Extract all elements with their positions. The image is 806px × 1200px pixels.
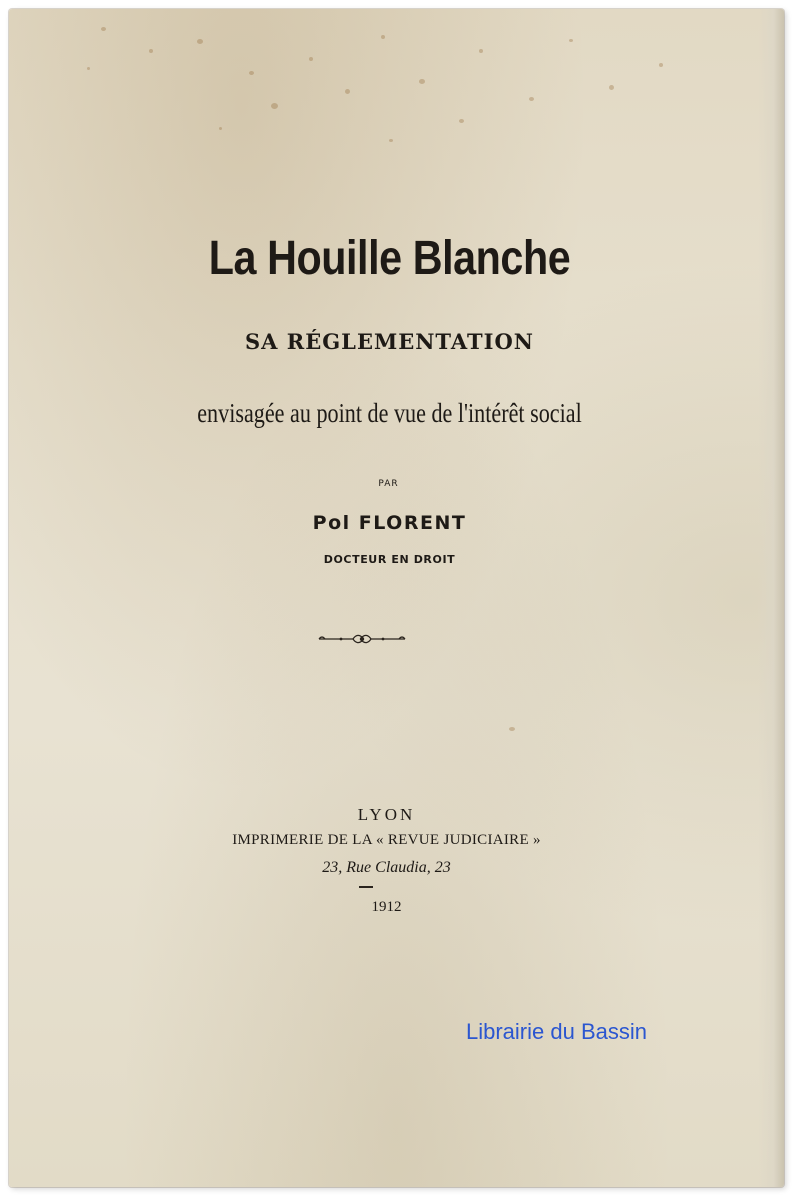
publisher-address: 23, Rue Claudia, 23: [322, 859, 451, 876]
ornament-flourish-icon: [317, 629, 407, 649]
by-label: PAR: [378, 479, 399, 489]
book-title: La Houille Blanche: [208, 232, 571, 285]
book-cover: [9, 9, 784, 1187]
author-name: Pol FLORENT: [312, 512, 467, 534]
book-subtitle: SA RÉGLEMENTATION: [245, 329, 534, 354]
divider: [359, 886, 373, 888]
page-edge-shading: [758, 9, 784, 1187]
author-credential: DOCTEUR EN DROIT: [323, 553, 456, 566]
publisher-printer: IMPRIMERIE DE LA « REVUE JUDICIAIRE »: [232, 832, 541, 848]
publisher-city: LYON: [357, 805, 416, 824]
publication-year: 1912: [371, 899, 402, 915]
book-tagline: envisagée au point de vue de l'intérêt social: [197, 398, 582, 428]
bookseller-watermark: Librairie du Bassin: [466, 1019, 647, 1044]
